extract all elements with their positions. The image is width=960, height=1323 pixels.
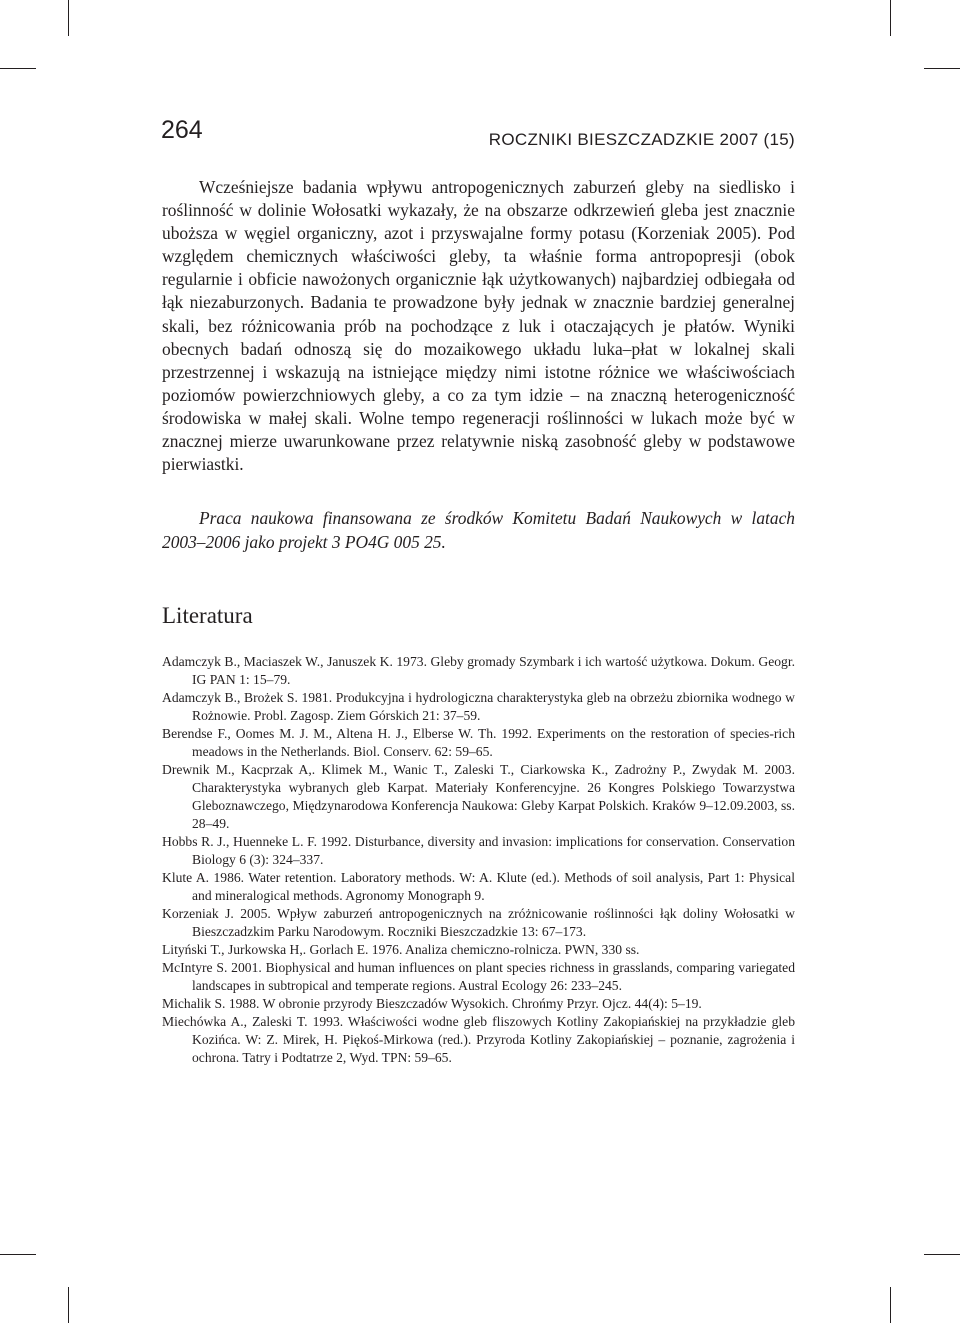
crop-mark-bottom-left-h: [0, 1254, 36, 1255]
reference-item: Berendse F., Oomes M. J. M., Altena H. J., Elberse W. Th. 1992. Experiments on the restoration of species-rich meadows in the Netherlands. Biol. Conserv. 62: 59–65.: [162, 726, 795, 759]
reference-list: [162, 653, 795, 1067]
crop-mark-top-left-h: [0, 68, 36, 69]
reference-item: Korzeniak J. 2005. Wpływ zaburzeń antropogenicznych na zróżnicowanie roślinności łąk doliny Wołosatki w Bieszczadzkim Parku Narodowym. Roczniki Bieszczadzkie 13: 67–173.: [162, 906, 795, 939]
crop-mark-top-right: [890, 0, 891, 36]
running-head: ROCZNIKI BIESZCZADZKIE 2007 (15): [488, 130, 795, 149]
reference-item: Klute A. 1986. Water retention. Laboratory methods. W: A. Klute (ed.). Methods of soil analysis, Part 1: Physical and mineralogical methods. Agronomy Monograph 9.: [162, 870, 795, 903]
reference-item: Adamczyk B., Brożek S. 1981. Produkcyjna i hydrologiczna charakterystyka gleb na obrzeżu zbiornika wodnego w Rożnowie. Probl. Zagosp. Ziem Górskich 21: 37–59.: [162, 690, 795, 723]
body-paragraph: Wcześniejsze badania wpływu antropogenicznych zaburzeń gleby na siedlisko i roślinność w dolinie Wołosatki wykazały, że na obszarze odkrzewień gleba jest znacznie uboższa w węgiel organiczny, azot i przyswajalne formy potasu (Korzeniak 2005). Pod względem chemicznych właściwości gleby, ta właśnie forma antropopresji (obok regularnie i obficie nawożonych organicznie łąk użytkowanych) najbardziej odbiegała od łąk niezaburzonych. Badania te prowadzone były jednak w znacznie bardziej generalnej skali, bez różnicowania prób na pochodzące z luk i otaczających je płatów. Wyniki obecnych badań odnoszą się do mozaikowego układu luka–płat w lokalnej skali przestrzennej i wskazują na istniejące między nimi istotne różnice we właściwościach poziomów powierzchniowych gleby, a co za tym idzie – na znaczną heterogeniczność środowiska w małej skali. Wolne tempo regeneracji roślinności w lukach może być w znacznej mierze uwarunkowane przez relatywnie niską zasobność gleby w podstawowe pierwiastki.: [162, 177, 795, 475]
reference-item: Adamczyk B., Maciaszek W., Januszek K. 1973. Gleby gromady Szymbark i ich wartość użytkowa. Dokum. Geogr. IG PAN 1: 15–79.: [162, 654, 795, 687]
crop-mark-bottom-right-h: [924, 1254, 960, 1255]
body-text: [162, 176, 795, 476]
reference-item: Miechówka A., Zaleski T. 1993. Właściwości wodne gleb fliszowych Kotliny Zakopiańskiej na przykładzie gleb Kozińca. W: Z. Mirek, H. Piękoś-Mirkowa (red.). Przyroda Kotliny Zakopiańskiej – poznanie, zagrożenia i ochrona. Tatry i Podtatrze 2, Wyd. TPN: 59–65.: [162, 1014, 795, 1065]
reference-item: Drewnik M., Kacprzak A,. Klimek M., Wanic T., Zaleski T., Ciarkowska K., Zadrożny P., Zwydak M. 2003. Charakterystyka wybranych gleb Karpat. Materiały Konferencyjne. 26 Kongres Polskiego Towarzystwa Gleboznawczego, Międzynarodowa Konferencja Naukowa: Gleby Karpat Polskich. Kraków 9–12.09.2003, ss. 28–49.: [162, 762, 795, 831]
page-number: 264: [161, 116, 203, 144]
reference-item: Lityński T., Jurkowska H,. Gorlach E. 1976. Analiza chemiczno-rolnicza. PWN, 330 ss.: [162, 942, 640, 957]
acknowledgement-text: Praca naukowa finansowana ze środków Komitetu Badań Naukowych w latach 2003–2006 jako projekt 3 PO4G 005 25.: [162, 508, 795, 552]
crop-mark-top-right-h: [924, 68, 960, 69]
crop-mark-top-left: [68, 0, 69, 36]
reference-item: McIntyre S. 2001. Biophysical and human influences on plant species richness in grasslands, comparing variegated landscapes in subtropical and temperate regions. Austral Ecology 26: 233–245.: [162, 960, 795, 993]
crop-mark-bottom-left: [68, 1287, 69, 1323]
literature-heading: Literatura: [162, 603, 253, 628]
reference-item: Hobbs R. J., Huenneke L. F. 1992. Disturbance, diversity and invasion: implications for conservation. Conservation Biology 6 (3): 324–337.: [162, 834, 795, 867]
acknowledgement: [162, 507, 795, 554]
reference-item: Michalik S. 1988. W obronie przyrody Bieszczadów Wysokich. Chrońmy Przyr. Ojcz. 44(4): 5–19.: [162, 996, 702, 1011]
crop-mark-bottom-right: [890, 1287, 891, 1323]
